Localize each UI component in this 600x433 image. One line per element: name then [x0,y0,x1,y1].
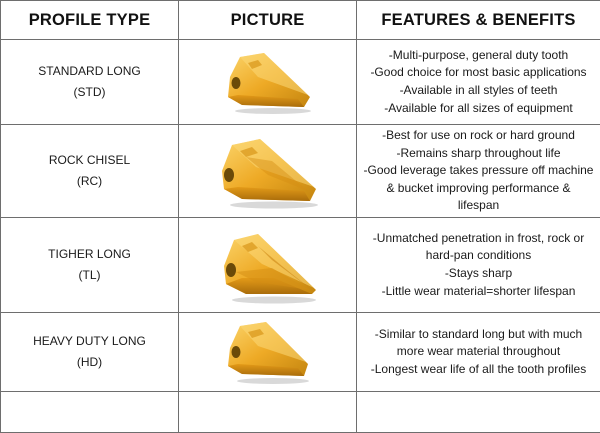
bucket-tooth-tl-icon [212,224,324,306]
features-cell [357,313,600,392]
feature-line: hard-pan conditions [359,247,598,265]
feature-line: -Stays sharp [359,265,598,283]
picture-cell [179,40,357,125]
feature-line: -Unmatched penetration in frost, rock or [359,230,598,248]
feature-line: -Multi-purpose, general duty tooth [359,47,598,65]
picture-cell [179,392,357,433]
profile-cell [1,218,179,313]
table-row [1,125,600,218]
picture-cell [179,313,357,392]
bucket-tooth-rc-icon [212,131,324,211]
profile-cell [1,313,179,392]
feature-line: -Remains sharp throughout life [359,145,598,163]
profile-cell [1,40,179,125]
features-cell [357,392,600,433]
feature-line: -Longest wear life of all the tooth profiles [359,361,598,379]
table-row [1,40,600,125]
profile-code: (RC) [1,171,178,192]
feature-line: -Available in all styles of teeth [359,82,598,100]
feature-line: -Similar to standard long but with much [359,326,598,344]
feature-line: -Good leverage takes pressure off machine [359,162,598,180]
features-cell [357,40,600,125]
header-profile-type: PROFILE TYPE [1,1,179,40]
profile-code: (HD) [1,352,178,373]
profile-name: HEAVY DUTY LONG [1,331,178,352]
table-row [1,313,600,392]
profile-name: TIGHER LONG [1,244,178,265]
table-header-row [1,1,600,40]
profile-code: (TL) [1,265,178,286]
features-cell [357,218,600,313]
table-row-partial [1,392,600,433]
feature-line: -Good choice for most basic applications [359,64,598,82]
feature-line: -Available for all sizes of equipment [359,100,598,118]
bucket-tooth-std-icon [218,47,318,117]
picture-cell [179,218,357,313]
feature-line: & bucket improving performance & [359,180,598,198]
profile-name: ROCK CHISEL [1,150,178,171]
header-picture: PICTURE [179,1,357,40]
features-cell [357,125,600,218]
feature-line: lifespan [359,197,598,215]
profile-cell [1,392,179,433]
table-row [1,218,600,313]
picture-cell [179,125,357,218]
feature-line: -Little wear material=shorter lifespan [359,283,598,301]
feature-line: -Best for use on rock or hard ground [359,127,598,145]
feature-line: more wear material throughout [359,343,598,361]
header-features-benefits: FEATURES & BENEFITS [357,1,600,40]
profile-name: STANDARD LONG [1,61,178,82]
bucket-tooth-hd-icon [218,318,318,386]
profile-cell [1,125,179,218]
profile-code: (STD) [1,82,178,103]
